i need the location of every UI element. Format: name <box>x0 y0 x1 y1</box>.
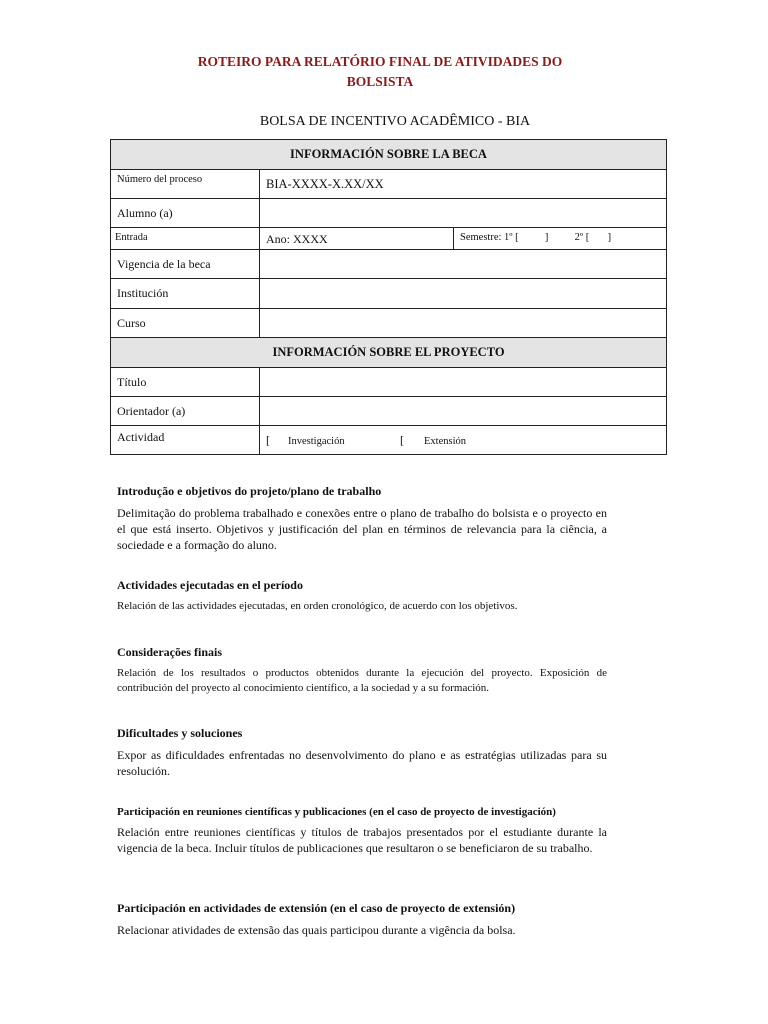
beca-section-header: INFORMACIÓN SOBRE LA BECA <box>111 140 667 170</box>
actividad-label: Actividad <box>111 426 260 455</box>
ano-field[interactable]: Ano: XXXX <box>260 228 454 250</box>
section-reuniones <box>117 806 607 856</box>
alumno-label: Alumno (a) <box>111 199 260 228</box>
section-body: Relación entre reuniones científicas y títulos de trabajos presentados por el estudiante durante la vigencia de la beca. Incluir títulos de publicaciones que resultaron o se beneficiaron de su trabalho. <box>117 825 607 855</box>
document-title: ROTEIRO PARA RELATÓRIO FINAL DE ATIVIDADES DO BOLSISTA <box>197 54 563 89</box>
vigencia-field[interactable] <box>260 250 667 279</box>
section-body: Relación de los resultados o productos obtenidos durante la ejecución del proyecto. Exposición de contribución del proyecto al conocimiento científico, a la sociedad y a su formación. <box>117 667 607 694</box>
titulo-field[interactable] <box>260 368 667 397</box>
entrada-label: Entrada <box>111 228 260 250</box>
actividad-options <box>260 426 667 455</box>
titulo-label: Título <box>111 368 260 397</box>
section-title: Participación en actividades de extensión (en el caso de proyecto de extensión) <box>117 901 516 915</box>
section-title: Actividades ejecutadas en el período <box>117 578 303 592</box>
semestre-field[interactable]: Semestre: 1º [ ] 2º [ ] <box>454 228 667 250</box>
investigacion-label: Investigación <box>288 435 345 447</box>
vigencia-label: Vigencia de la beca <box>111 250 260 279</box>
numero-proceso-field[interactable]: BIA-XXXX-X.XX/XX <box>260 170 667 199</box>
proyecto-section-header: INFORMACIÓN SOBRE EL PROYECTO <box>111 338 667 368</box>
numero-proceso-label: Número del proceso <box>111 170 260 199</box>
section-consideracoes <box>117 645 607 696</box>
alumno-field[interactable] <box>260 199 667 228</box>
curso-field[interactable] <box>260 309 667 338</box>
section-title: Introdução e objetivos do projeto/plano de trabalho <box>117 484 382 498</box>
curso-label: Curso <box>111 309 260 338</box>
section-body: Relación de las actividades ejecutadas, en orden cronológico, de acuerdo con los objetivos. <box>117 600 518 612</box>
section-title: Participación en reuniones científicas y publicaciones (en el caso de proyecto de investigación) <box>117 806 556 818</box>
info-table <box>110 139 667 455</box>
section-body: Expor as dificuldades enfrentadas no desenvolvimento do plano e as estratégias utilizadas para su resolución. <box>117 748 607 778</box>
document-subtitle: BOLSA DE INCENTIVO ACADÊMICO - BIA <box>259 114 531 129</box>
section-extension <box>117 901 607 938</box>
section-dificultades <box>117 726 607 779</box>
orientador-label: Orientador (a) <box>111 397 260 426</box>
section-title: Dificultades y soluciones <box>117 726 243 740</box>
extension-checkbox[interactable]: [ <box>400 432 404 447</box>
orientador-field[interactable] <box>260 397 667 426</box>
investigacion-checkbox[interactable]: [ <box>266 432 270 447</box>
section-body: Delimitação do problema trabalhado e conexões entre o plano de trabalho do bolsista e o proyecto en el que está inserto. Objetivos y justificación del plan en términos de relevancia para la ciência, a sociedade e a formação do aluno. <box>117 506 607 552</box>
section-body: Relacionar atividades de extensão das quais participou durante a vigência da bolsa. <box>117 923 516 937</box>
section-actividades <box>117 578 607 614</box>
section-title: Considerações finais <box>117 645 222 659</box>
institucion-field[interactable] <box>260 279 667 309</box>
section-introducao <box>117 484 607 553</box>
extension-label: Extensión <box>424 435 466 447</box>
institucion-label: Institución <box>111 279 260 309</box>
